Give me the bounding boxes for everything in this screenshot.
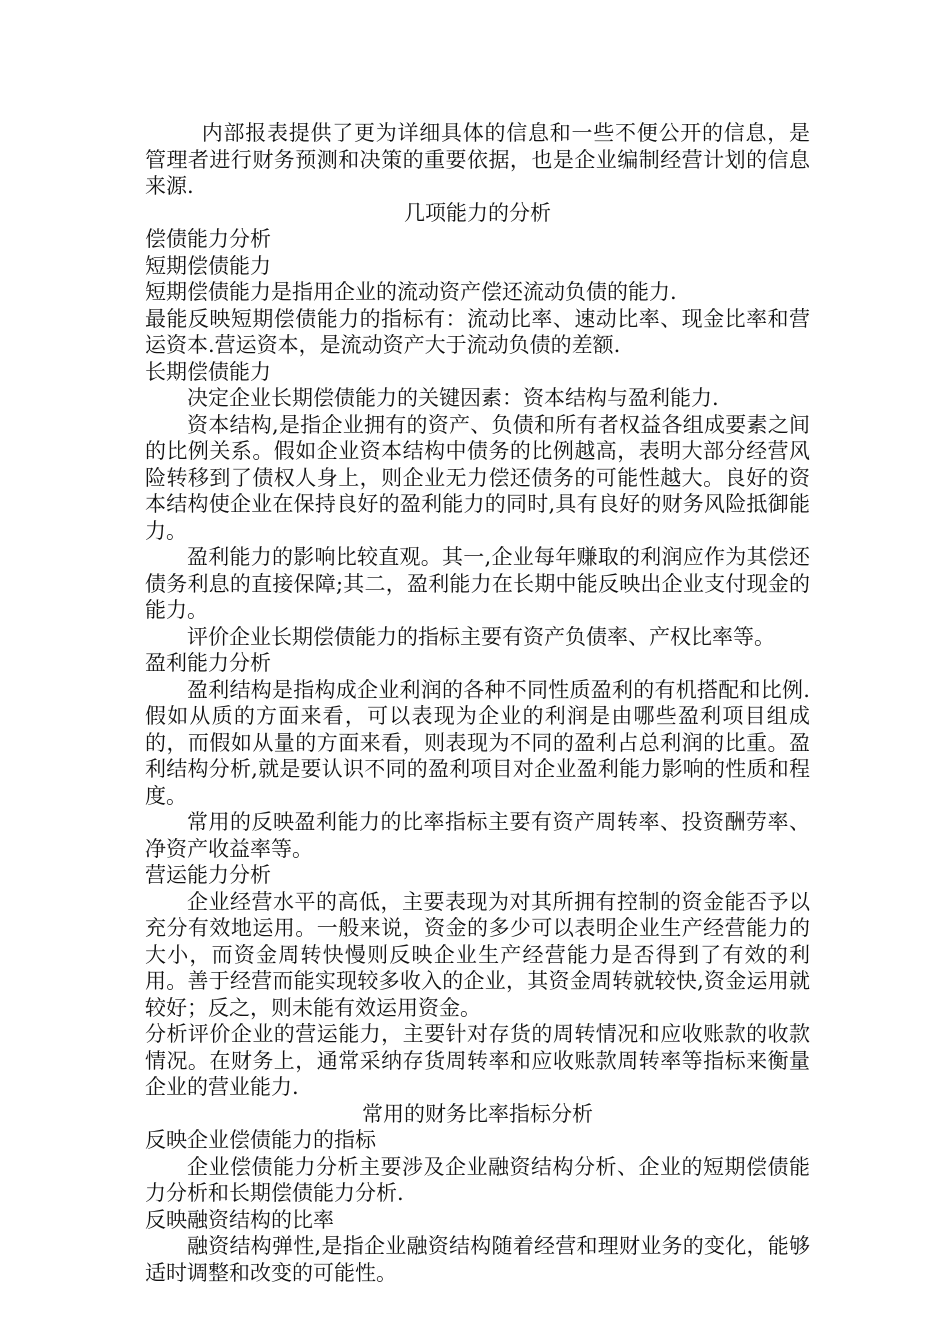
heading-solvency-indicators: 反映企业偿债能力的指标 xyxy=(145,1128,376,1152)
paragraph-long-term-indicators: 评价企业长期偿债能力的指标主要有资产负债率、产权比率等。 xyxy=(187,624,775,649)
paragraph-solvency-analysis: 企业偿债能力分析主要涉及企业融资结构分析、企业的短期偿债能力分析和长期偿债能力分析. xyxy=(145,1154,810,1205)
document-body xyxy=(145,120,810,1286)
paragraph-profit-impact: 盈利能力的影响比较直观。其一,企业每年赚取的利润应作为其偿还债务利息的直接保障;其二，盈利能力在长期中能反映出企业支付现金的能力。 xyxy=(145,545,810,622)
paragraph-profit-structure: 盈利结构是指构成企业利润的各种不同性质盈利的有机搭配和比例.假如从质的方面来看，可以表现为企业的利润是由哪些盈利项目组成的，而假如从量的方面来看，则表现为不同的盈利占总利润的比重。盈利结构分析,就是要认识不同的盈利项目对企业盈利能力影响的性质和程度。 xyxy=(145,677,810,808)
paragraph-short-term-indicators: 最能反映短期偿债能力的指标有：流动比率、速动比率、现金比率和营运资本.营运资本，是流动资产大于流动负债的差额. xyxy=(145,306,810,357)
heading-solvency-analysis: 偿债能力分析 xyxy=(145,227,271,251)
heading-long-term-solvency: 长期偿债能力 xyxy=(145,359,271,384)
paragraph-short-term-definition: 短期偿债能力是指用企业的流动资产偿还流动负债的能力. xyxy=(145,280,677,304)
paragraph-capital-structure: 资本结构,是指企业拥有的资产、负债和所有者权益各组成要素之间的比例关系。假如企业资本结构中债务的比例越高，表明大部分经营风险转移到了债权人身上，则企业无力偿还债务的可能性越大。良好的资本结构使企业在保持良好的盈利能力的同时,具有良好的财务风险抵御能力。 xyxy=(145,412,810,543)
heading-financing-ratios: 反映融资结构的比率 xyxy=(145,1207,334,1232)
heading-short-term-solvency: 短期偿债能力 xyxy=(145,253,271,278)
heading-profitability-analysis: 盈利能力分析 xyxy=(145,651,271,675)
section-title-ratios: 常用的财务比率指标分析 xyxy=(362,1101,593,1126)
paragraph-financing-elasticity: 融资结构弹性,是指企业融资结构随着经营和理财业务的变化，能够适时调整和改变的可能性。 xyxy=(145,1234,810,1285)
section-title-abilities: 几项能力的分析 xyxy=(404,200,551,225)
paragraph-profit-ratios: 常用的反映盈利能力的比率指标主要有资产周转率、投资酬劳率、净资产收益率等。 xyxy=(145,810,810,861)
paragraph-operating-level: 企业经营水平的高低，主要表现为对其所拥有控制的资金能否予以充分有效地运用。一般来说，资金的多少可以表明企业生产经营能力的大小，而资金周转快慢则反映企业生产经营能力是否得到了有效的利用。善于经营而能实现较多收入的企业，其资金周转就较快,资金运用就较好；反之，则未能有效运用资金。 xyxy=(145,889,810,1020)
heading-operating-analysis: 营运能力分析 xyxy=(145,863,271,887)
intro-paragraph: 内部报表提供了更为详细具体的信息和一些不便公开的信息，是管理者进行财务预测和决策的重要依据，也是企业编制经营计划的信息来源. xyxy=(145,121,810,198)
paragraph-operating-evaluation: 分析评价企业的营运能力，主要针对存货的周转情况和应收账款的收款情况。在财务上，通常采纳存货周转率和应收账款周转率等指标来衡量企业的营业能力. xyxy=(145,1022,810,1099)
paragraph-long-term-factors: 决定企业长期偿债能力的关键因素：资本结构与盈利能力. xyxy=(187,386,719,410)
